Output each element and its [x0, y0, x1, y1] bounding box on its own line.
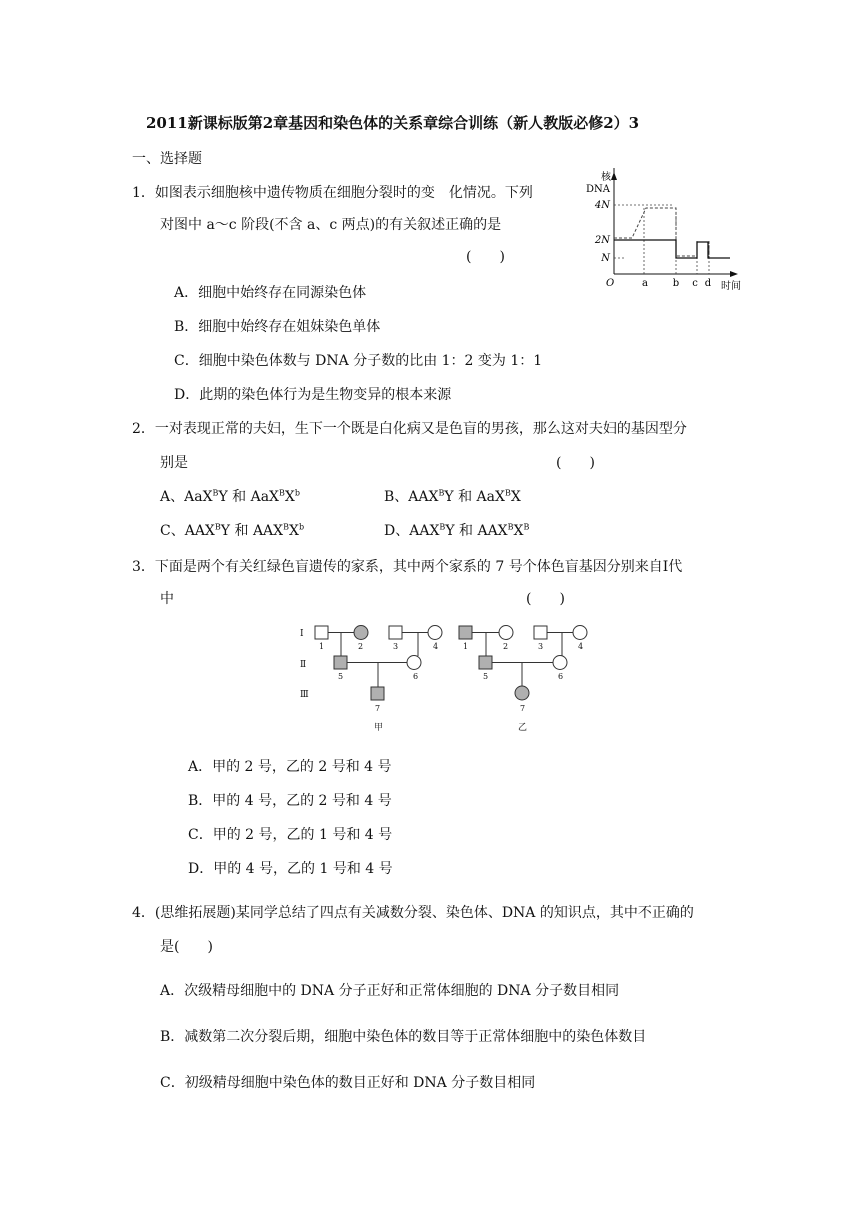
question-3-line-1: 3．下面是两个有关红绿色盲遗传的家系，其中两个家系的 7 号个体色盲基因分别来自Ⅰ代 — [132, 559, 683, 575]
svg-text:5: 5 — [483, 672, 489, 681]
pedigree-yi — [459, 626, 587, 701]
yi-2-female — [499, 626, 513, 640]
question-4-line-1: 4．(思维拓展题)某同学总结了四点有关减数分裂、染色体、DNA 的知识点，其中不正确的 — [132, 905, 694, 921]
question-1-line-2: 对图中 a～c 阶段(不含 a、c 两点)的有关叙述正确的是 — [160, 217, 502, 233]
page-title: 2011新课标版第2章基因和染色体的关系章综合训练（新人教版必修2）3 — [146, 114, 640, 132]
svg-text:4: 4 — [578, 642, 584, 651]
yi-5-affected-male — [479, 656, 492, 669]
question-3-option-a: A．甲的 2 号，乙的 2 号和 4 号 — [188, 759, 392, 775]
question-2-option-d: D、$AAX^BY$ 和 $AAX^BX^B$ — [384, 522, 530, 539]
question-3-line-2: 中 — [160, 591, 174, 607]
svg-text:1: 1 — [319, 642, 325, 651]
graph-ylabel-top: 核 — [601, 172, 611, 183]
question-2-paren: ( ) — [556, 455, 595, 471]
graph-origin: O — [606, 278, 615, 289]
graph-xtick-d: d — [704, 278, 712, 289]
jia-1-male — [315, 626, 328, 639]
question-1-option-d: D．此期的染色体行为是生物变异的根本来源 — [174, 387, 452, 403]
yi-7-affected-female — [515, 686, 529, 700]
svg-text:3: 3 — [393, 642, 399, 651]
question-4-option-a: A．次级精母细胞中的 DNA 分子正好和正常体细胞的 DNA 分子数目相同 — [160, 983, 620, 999]
section-heading: 一、选择题 — [132, 151, 202, 167]
svg-text:2: 2 — [503, 642, 509, 651]
question-4-line-2: 是( ) — [160, 939, 213, 955]
jia-7-affected-male — [371, 687, 384, 700]
question-1-option-a: A．细胞中始终存在同源染色体 — [174, 285, 367, 301]
question-1-option-b: B．细胞中始终存在姐妹染色单体 — [174, 319, 381, 335]
jia-4-female — [428, 626, 442, 640]
graph-ytick-n: N — [601, 253, 610, 264]
yi-6-female — [553, 656, 567, 670]
svg-text:5: 5 — [338, 672, 344, 681]
jia-3-male — [389, 626, 402, 639]
svg-text:7: 7 — [375, 704, 381, 713]
question-3-option-d: D．甲的 4 号，乙的 1 号和 4 号 — [188, 861, 393, 877]
question-2-line-1: 2．一对表现正常的夫妇，生下一个既是白化病又是色盲的男孩，那么这对夫妇的基因型分 — [132, 421, 687, 437]
question-4-option-b: B．减数第二次分裂后期，细胞中染色体的数目等于正常体细胞中的染色体数目 — [160, 1029, 647, 1045]
dna-content-graph — [584, 168, 756, 298]
question-1-option-c: C．细胞中染色体数与 DNA 分子数的比由 1：2 变为 1：1 — [174, 353, 543, 369]
graph-ylabel: DNA — [586, 184, 610, 195]
question-1-line-1: 1．如图表示细胞核中遗传物质在细胞分裂时的变 化情况。下列 — [132, 185, 533, 201]
svg-text:1: 1 — [463, 642, 469, 651]
svg-text:6: 6 — [413, 672, 419, 681]
jia-5-affected-male — [334, 656, 347, 669]
graph-xtick-a: a — [642, 278, 648, 289]
graph-xlabel: 时间 — [721, 281, 741, 292]
svg-text:7: 7 — [520, 704, 526, 713]
svg-text:3: 3 — [538, 642, 544, 651]
svg-text:6: 6 — [558, 672, 564, 681]
pedigree-name-yi: 乙 — [518, 723, 528, 733]
question-3-option-c: C．甲的 2 号，乙的 1 号和 4 号 — [188, 827, 393, 843]
graph-ytick-2n: 2N — [594, 235, 610, 246]
graph-xtick-b: b — [672, 278, 680, 289]
yi-4-female — [573, 626, 587, 640]
question-2-option-b: B、$AAX^BY$ 和 AaX$^B$X — [384, 488, 521, 505]
graph-xtick-c: c — [692, 278, 698, 289]
question-2-line-2: 别是 — [160, 455, 188, 471]
question-4-option-c: C．初级精母细胞中染色体的数目正好和 DNA 分子数目相同 — [160, 1075, 536, 1091]
generation-label-2: Ⅱ — [300, 660, 307, 670]
generation-label-3: Ⅲ — [300, 690, 309, 700]
question-3-paren: ( ) — [526, 591, 565, 607]
yi-3-male — [534, 626, 547, 639]
graph-ytick-4n: 4N — [594, 200, 610, 211]
question-2-option-c: C、$AAX^BY$ 和 $AAX^BX^b$ — [160, 522, 305, 539]
svg-text:2: 2 — [358, 642, 364, 651]
pedigree-diagrams — [292, 618, 600, 740]
pedigree-jia — [315, 626, 442, 701]
jia-2-affected-female — [354, 626, 368, 640]
question-1-paren: ( ) — [466, 249, 505, 265]
question-3-option-b: B．甲的 4 号，乙的 2 号和 4 号 — [188, 793, 392, 809]
jia-6-female — [407, 656, 421, 670]
generation-label-1: Ⅰ — [300, 629, 304, 639]
question-2-option-a: A、AaX$^B$Y 和 $AaX^BX^b$ — [160, 488, 300, 505]
yi-1-affected-male — [459, 626, 472, 639]
svg-text:4: 4 — [433, 642, 439, 651]
pedigree-name-jia: 甲 — [374, 723, 384, 733]
